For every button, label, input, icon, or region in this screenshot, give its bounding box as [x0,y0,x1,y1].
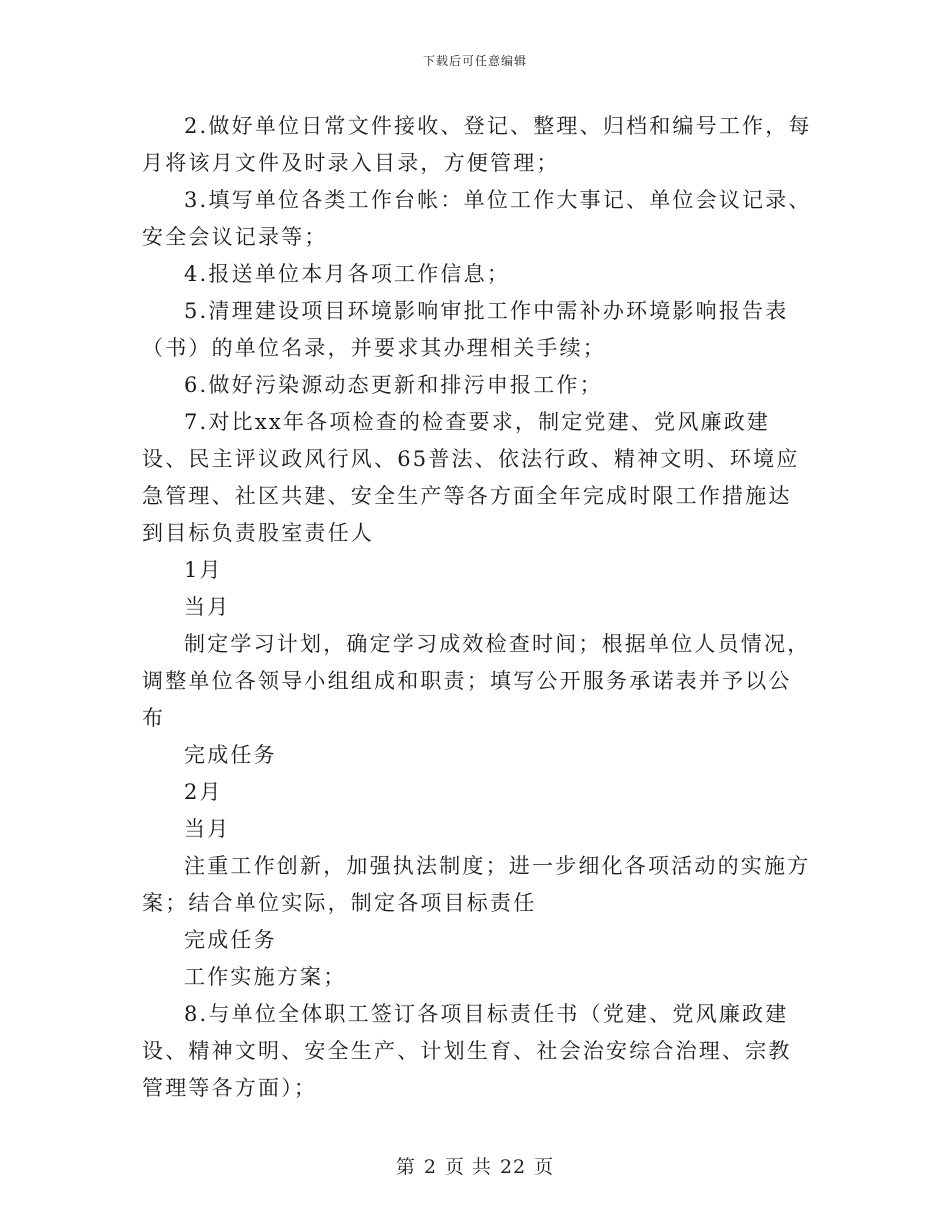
paragraph-item-6: 6.做好污染源动态更新和排污申报工作； [184,373,603,397]
total-page-count: 22 [499,1156,527,1178]
footer-prefix: 第 [395,1156,416,1178]
footer-suffix: 页 [534,1156,555,1178]
task-description: 制定学习计划，确定学习成效检查时间；根据单位人员情况，调整单位各领导小组组成和职责；填写公开服务承诺表并予以公布 [142,632,811,730]
task-description: 工作实施方案； [184,965,347,989]
paragraph-item-7: 7.对比xx年各项检查的检查要求，制定党建、党风廉政建设、民主评议政风行风、65普法、依法行政、精神文明、环境应急管理、社区共建、安全生产等各方面全年完成时限工作措施达到目标负责股室责任人 [142,410,800,545]
current-page-number: 2 [423,1156,437,1178]
paragraph-item-4: 4.报送单位本月各项工作信息； [184,262,511,286]
deadline-label: 当月 [184,595,231,619]
status-label: 完成任务 [184,743,277,767]
paragraph-item-2: 2.做好单位日常文件接收、登记、整理、归档和编号工作，每月将该月文件及时录入目录，方便管理； [142,114,812,175]
paragraph-item-3: 3.填写单位各类工作台帐：单位工作大事记、单位会议记录、安全会议记录等； [142,188,812,249]
month-label: 2月 [184,780,223,804]
month-label: 1月 [184,558,223,582]
paragraph-item-8: 8.与单位全体职工签订各项目标责任书（党建、党风廉政建设、精神文明、安全生产、计划生育、社会治安综合治理、宗教管理等各方面）； [142,1002,792,1100]
deadline-label: 当月 [184,817,231,841]
page-footer [0,1152,950,1179]
footer-middle: 页 共 [444,1156,492,1178]
document-body [142,108,812,1107]
status-label: 完成任务 [184,928,277,952]
task-description: 注重工作创新，加强执法制度；进一步细化各项活动的实施方案；结合单位实际，制定各项目标责任 [142,854,811,915]
paragraph-item-5: 5.清理建设项目环境影响审批工作中需补办环境影响报告表（书）的单位名录，并要求其办理相关手续； [142,299,789,360]
page-header: 下载后可任意编辑 [422,54,527,68]
